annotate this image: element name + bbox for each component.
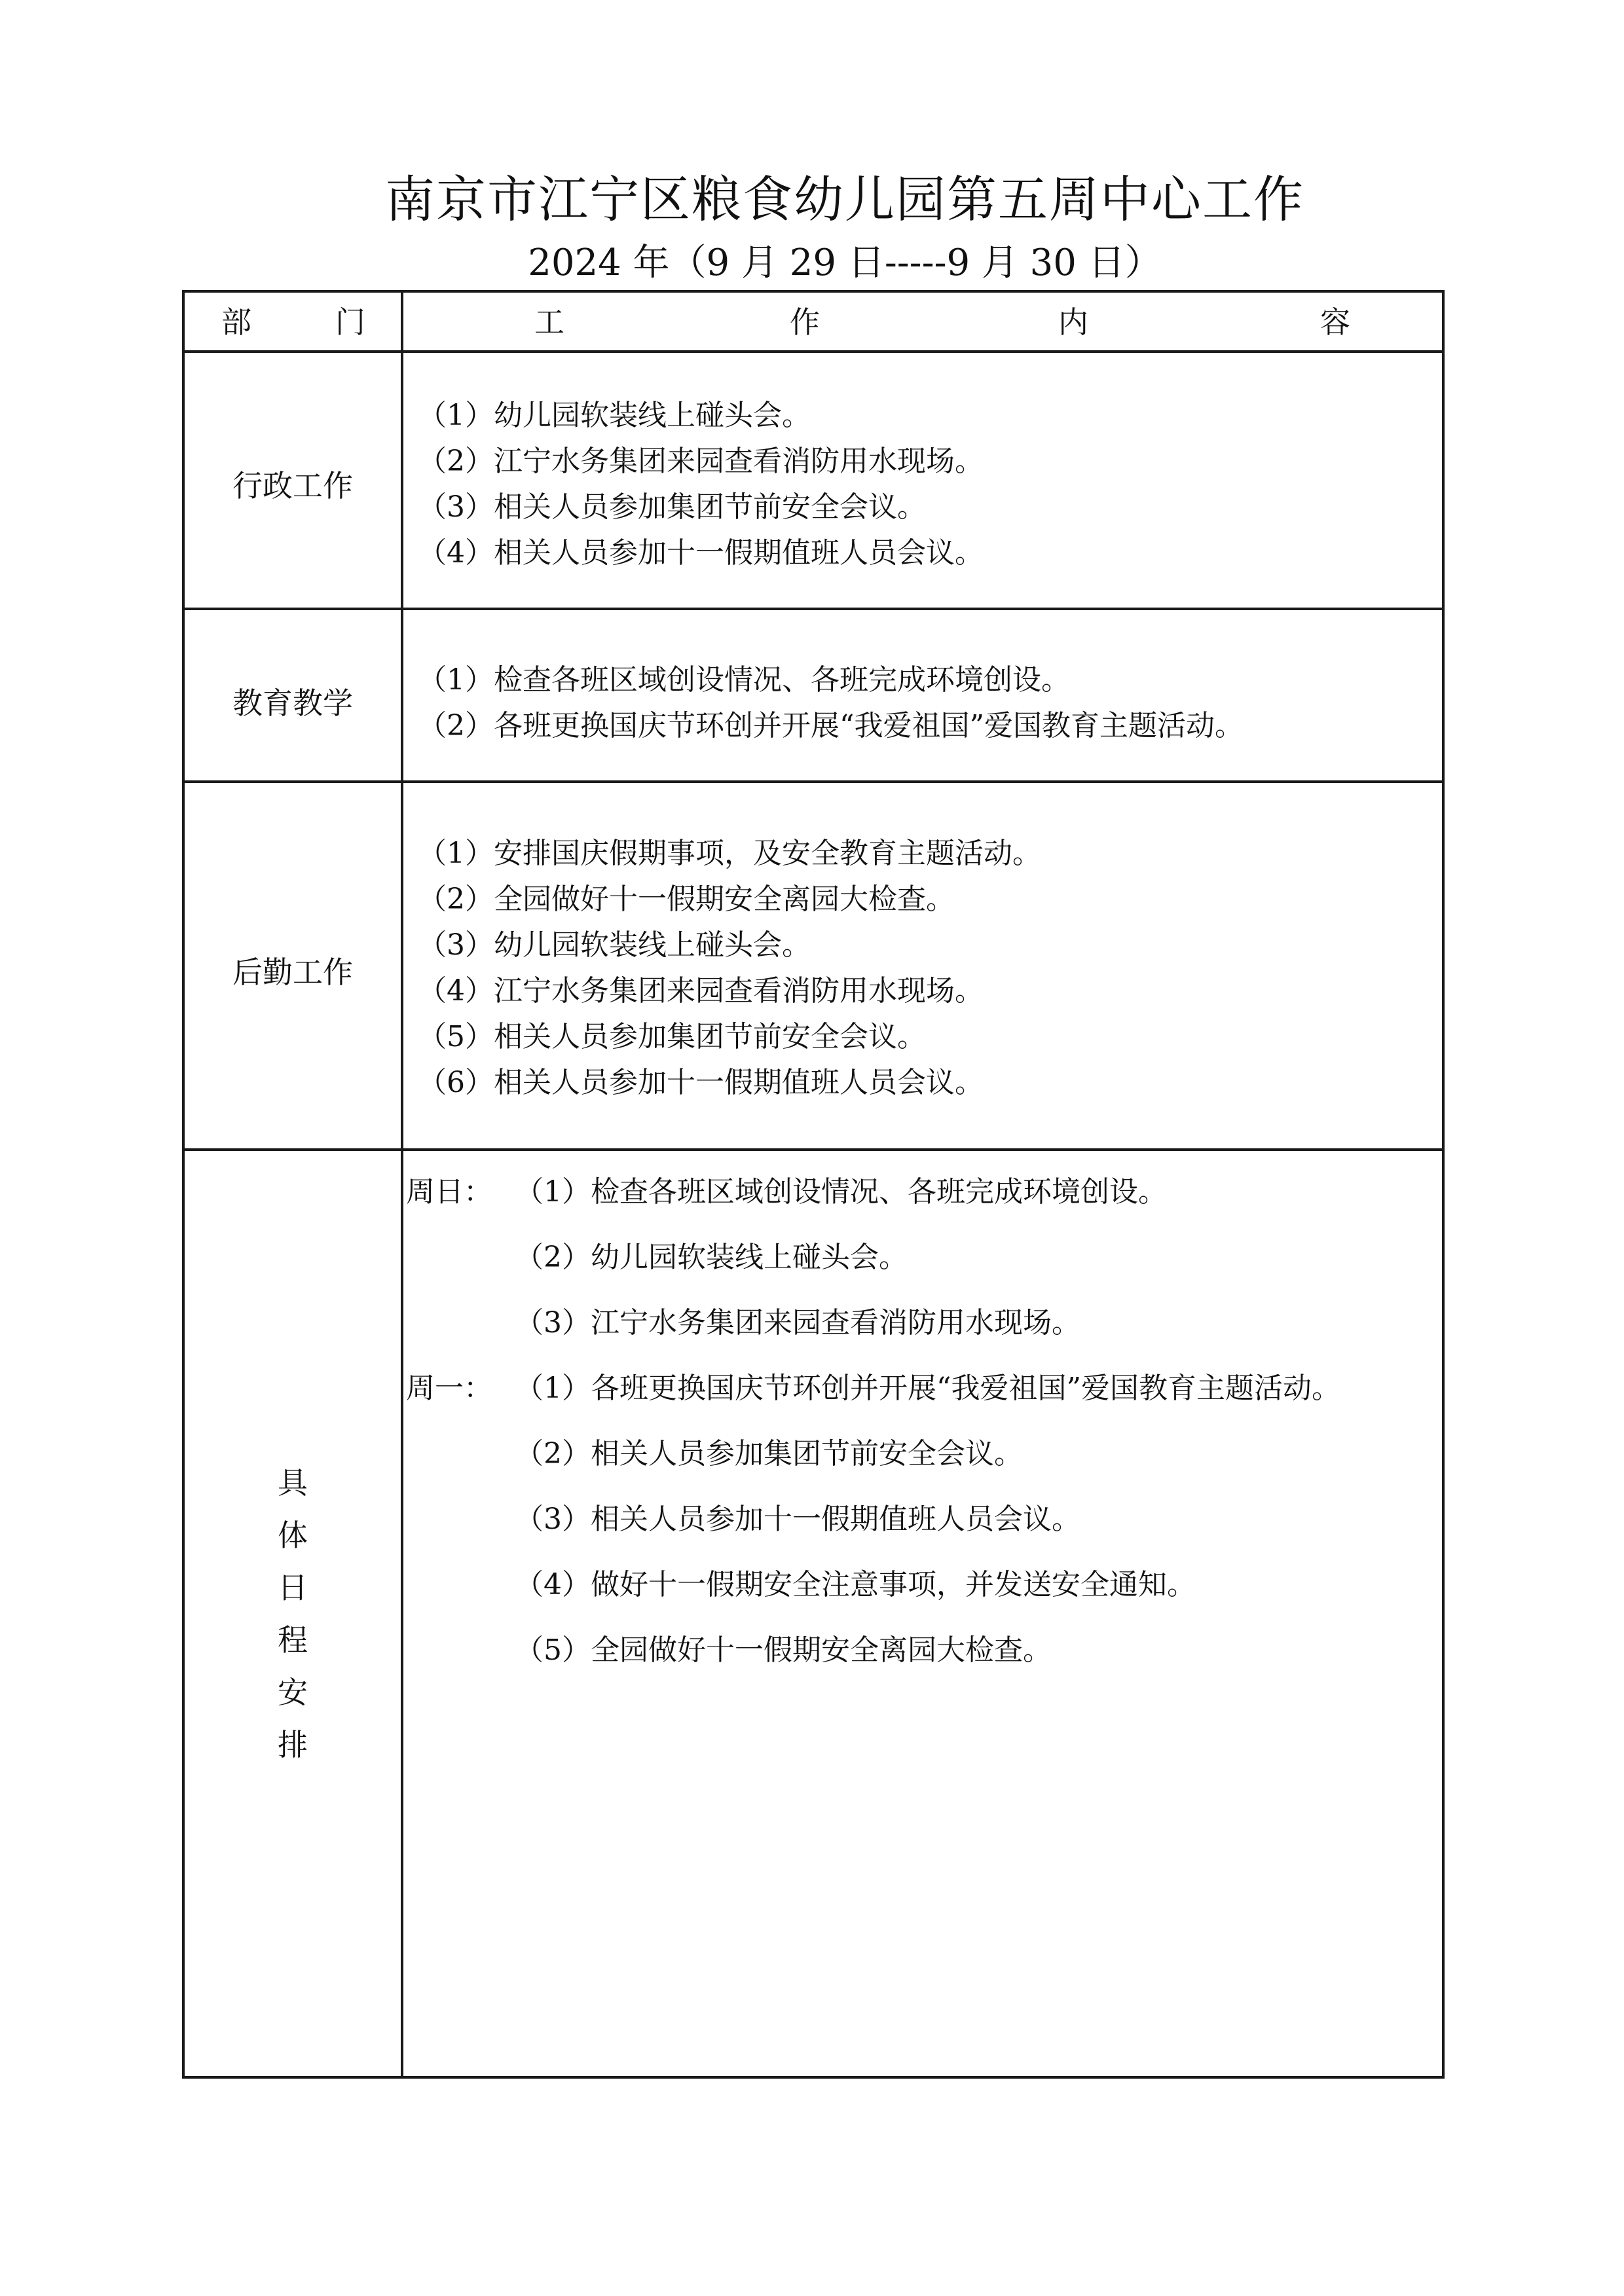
schedule-item: （1）各班更换国庆节环创并开展“我爱祖国”爱国教育主题活动。 [515,1372,1340,1405]
schedule-item: （3）相关人员参加十一假期值班人员会议。 [515,1503,1080,1536]
schedule-item: （2）相关人员参加集团节前安全会议。 [515,1437,1023,1470]
schedule-item: （1）检查各班区域创设情况、各班完成环境创设。 [515,1175,1167,1209]
list-item: （1）检查各班区域创设情况、各班完成环境创设。 [418,663,1070,697]
schedule-item: （4）做好十一假期安全注意事项，并发送安全通知。 [515,1568,1196,1601]
list-item: （6）相关人员参加十一假期值班人员会议。 [418,1066,984,1099]
list-item: （1）幼儿园软装线上碰头会。 [418,399,811,432]
document-date-range: 2024 年（9 月 29 日-----9 月 30 日） [528,242,1162,284]
header-content-char: 容 [1320,304,1350,340]
header-content-char: 作 [790,304,820,340]
schedule-label-char: 排 [278,1727,308,1762]
header-content-char: 工 [534,304,564,340]
header-department [185,293,401,352]
schedule-item: （2）幼儿园软装线上碰头会。 [515,1241,908,1274]
list-item: （1）安排国庆假期事项，及安全教育主题活动。 [418,837,1041,870]
list-item: （2）江宁水务集团来园查看消防用水现场。 [418,445,984,478]
education-items [418,657,1244,749]
schedule-day: 周日： [406,1175,492,1209]
list-item: （2）各班更换国庆节环创并开展“我爱祖国”爱国教育主题活动。 [418,709,1244,742]
schedule-label-char: 体 [278,1518,308,1553]
list-item: （5）相关人员参加集团节前安全会议。 [418,1020,926,1053]
row-divider [185,350,1442,353]
logistics-items [418,831,1041,1106]
header-work-content [403,293,1445,352]
list-item: （4）相关人员参加十一假期值班人员会议。 [418,536,984,570]
document-title: 南京市江宁区粮食幼儿园第五周中心工作 [385,170,1304,228]
column-divider [401,293,403,2076]
dept-label-admin: 行政工作 [232,468,353,503]
dept-label-education: 教育教学 [232,685,353,721]
header-content-char: 内 [1058,304,1088,340]
header-dept-char: 部 [221,304,251,340]
schedule-label-char: 具 [278,1465,308,1501]
row-divider [185,780,1442,783]
header-dept-char: 门 [335,304,365,340]
schedule-label-char: 日 [278,1570,308,1605]
work-table [182,290,1445,2079]
schedule-item: （3）江宁水务集团来园查看消防用水现场。 [515,1306,1080,1339]
list-item: （3）相关人员参加集团节前安全会议。 [418,490,926,524]
list-item: （3）幼儿园软装线上碰头会。 [418,928,811,962]
list-item: （2）全园做好十一假期安全离园大检查。 [418,883,955,916]
schedule-label-char: 程 [278,1622,308,1658]
schedule-day: 周一： [406,1372,492,1405]
row-divider [185,1148,1442,1151]
dept-label-schedule [185,1457,401,1771]
row-divider [185,608,1442,610]
list-item: （4）江宁水务集团来园查看消防用水现场。 [418,974,984,1008]
dept-label-logistics: 后勤工作 [232,955,353,990]
admin-items [418,393,984,576]
schedule-item: （5）全园做好十一假期安全离园大检查。 [515,1633,1052,1667]
schedule-label-char: 安 [278,1675,308,1710]
